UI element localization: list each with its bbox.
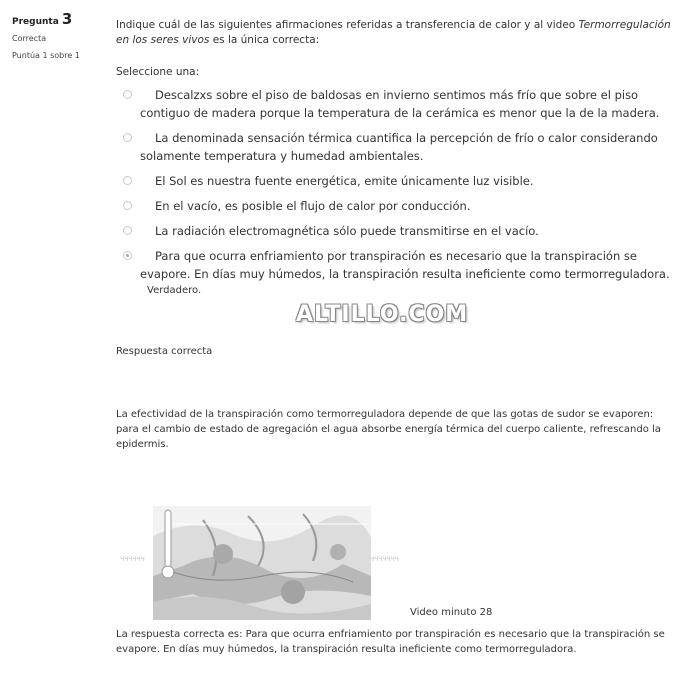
question-text-after: es la única correcta:: [209, 34, 320, 46]
video-side-label-left: ЧЧЧЧЧЧ: [120, 556, 145, 563]
answer-prompt: Seleccione una:: [116, 66, 200, 78]
right-answer: La respuesta correcta es: Para que ocurra enfriamiento por transpiración es necesario que la transpiración se evapore. En días muy húmedos, la transpiración resulta ineficiente como termorreguladora.: [116, 629, 665, 655]
video-side-label-right: ЧЧЧЧЧЧЧ: [370, 556, 399, 563]
question-number: [12, 10, 107, 28]
radio-button-a[interactable]: [123, 90, 132, 99]
question-text-before: Indique cuál de las siguientes afirmaciones referidas a transferencia de calor y al video: [116, 19, 579, 31]
question-number-value: 3: [61, 10, 73, 28]
question-state: Correcta: [12, 34, 47, 43]
answer-option-f[interactable]: [116, 247, 676, 283]
video-frame-image: [153, 506, 371, 620]
video-title: Termorregulación en los seres vivos: [116, 19, 671, 46]
answer-option-b[interactable]: [116, 129, 676, 165]
answer-option-e[interactable]: [116, 222, 676, 240]
option-feedback: Verdadero.: [147, 285, 202, 296]
radio-button-d[interactable]: [123, 201, 132, 210]
radio-button-b[interactable]: [123, 133, 132, 142]
question-label: Pregunta: [12, 17, 59, 27]
watermark-logo: ALTILLO.COM: [296, 302, 469, 327]
answer-option-c[interactable]: [116, 172, 676, 190]
answer-option-label: La denominada sensación térmica cuantifica la percepción de frío o calor considerando solamente temperatura y humedad ambientales.: [140, 131, 658, 163]
radio-button-c[interactable]: [123, 176, 132, 185]
question-text: [116, 18, 676, 48]
answer-option-a[interactable]: [116, 86, 676, 122]
radio-button-f-selected[interactable]: [123, 251, 132, 260]
answer-option-label: La radiación electromagnética sólo puede transmitirse en el vacío.: [155, 224, 539, 238]
outcome-status: Respuesta correcta: [116, 346, 213, 357]
video-caption: Video minuto 28: [410, 607, 493, 618]
question-info: [12, 10, 107, 60]
answer-option-label: El Sol es nuestra fuente energética, emite únicamente luz visible.: [155, 174, 534, 188]
answer-option-label: Para que ocurra enfriamiento por transpiración es necesario que la transpiración se evapore. En días muy húmedos, la transpiración resulta ineficiente como termorreguladora.: [140, 249, 670, 281]
question-grade: Puntúa 1 sobre 1: [12, 51, 80, 60]
answer-option-label: En el vacío, es posible el flujo de calor por conducción.: [155, 199, 471, 213]
general-feedback: La efectividad de la transpiración como termorreguladora depende de que las gotas de sudor se evaporen: para el cambio de estado de agregación el agua absorbe energía térmica del cuerpo caliente, refrescando la epidermis.: [116, 409, 661, 450]
answer-option-label: Descalzxs sobre el piso de baldosas en invierno sentimos más frío que sobre el piso contiguo de madera porque la temperatura de la cerámica es menor que la de la madera.: [140, 88, 660, 120]
answer-option-d[interactable]: [116, 197, 676, 215]
answer-options: [116, 86, 676, 296]
radio-button-e[interactable]: [123, 226, 132, 235]
video-still-illustration: [153, 506, 371, 620]
